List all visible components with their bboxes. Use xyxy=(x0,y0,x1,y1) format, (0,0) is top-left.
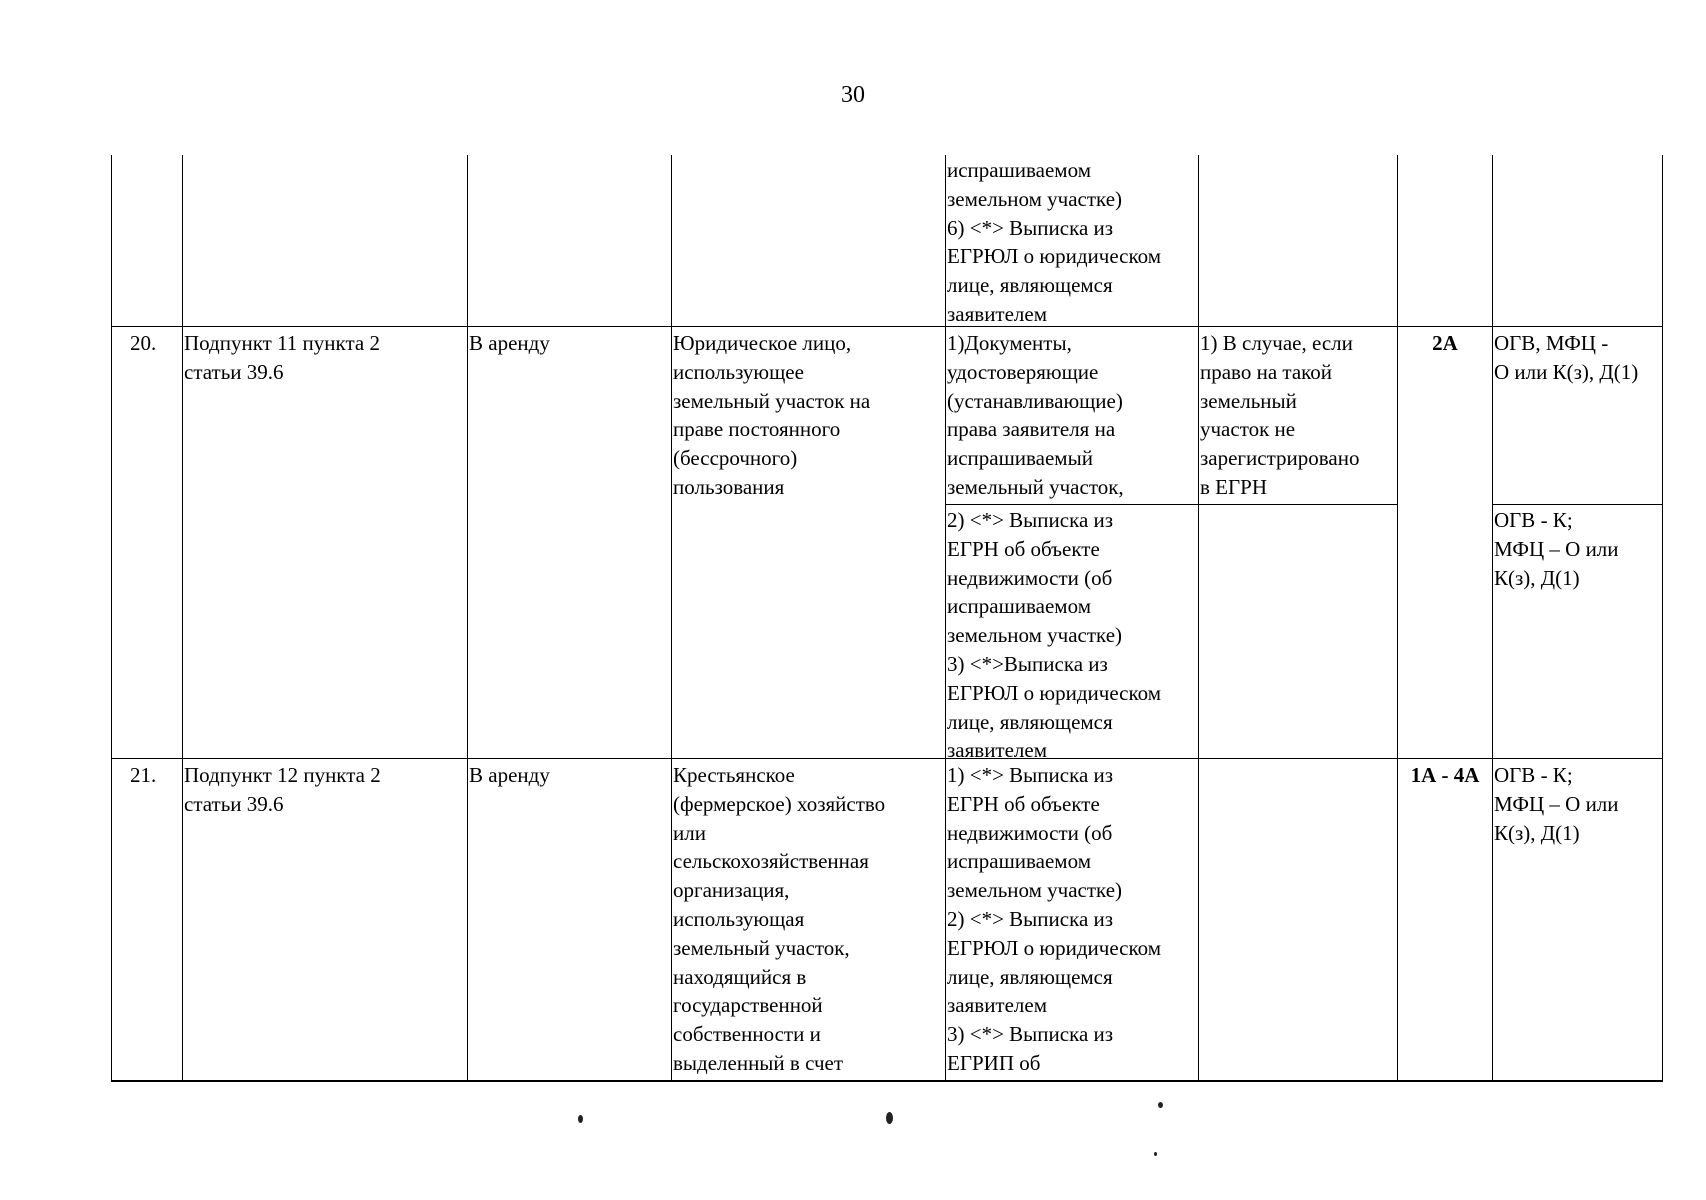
row-separator-21 xyxy=(111,758,1663,759)
table-line-col1 xyxy=(182,155,183,1081)
row-number: 20. xyxy=(130,331,157,355)
table-line-col5 xyxy=(1198,155,1199,1081)
organization: ОГВ - К; МФЦ – О или К(з), Д(1) xyxy=(1494,763,1619,845)
row20-doc-split xyxy=(945,504,1398,505)
documents: 1) <*> Выписка из ЕГРН об объекте недвижимости (об испрашиваемом земельном участке) 2) <*> Выписка из ЕГРЮЛ о юридическом лице, являющемся заявителем 3) <*> Выписка из ЕГРИП об xyxy=(947,763,1162,1075)
documents: 1)Документы, удостоверяющие (устанавливающие) права заявителя на испрашиваемый земельный участок, xyxy=(947,331,1124,499)
table-line-col2 xyxy=(467,155,468,1081)
scan-speck xyxy=(578,1115,583,1123)
continuation-documents: испрашиваемом земельном участке) 6) <*> Выписка из ЕГРЮЛ о юридическом лице, являющемся заявителем xyxy=(947,158,1162,326)
legal-basis: Подпункт 12 пункта 2 статьи 39.6 xyxy=(184,763,381,816)
table-line-col6 xyxy=(1397,155,1398,1081)
condition: 1) В случае, если право на такой земельный участок не зарегистрировано в ЕГРН xyxy=(1200,331,1360,499)
table-line-col4 xyxy=(945,155,946,1081)
scan-speck xyxy=(1154,1152,1157,1156)
table-border-bottom xyxy=(111,1080,1663,1082)
row-number: 21. xyxy=(130,763,157,787)
scan-speck xyxy=(1158,1102,1163,1108)
row20-org-split xyxy=(1492,504,1663,505)
category-code: 2А xyxy=(1432,331,1458,355)
documents: 2) <*> Выписка из ЕГРН об объекте недвижимости (об испрашиваемом земельном участке) 3) <*>Выписка из ЕГРЮЛ о юридическом лице, являющемся заявителем xyxy=(947,508,1162,763)
category-code: 1А - 4А xyxy=(1410,763,1480,787)
table-line-col7 xyxy=(1492,155,1493,1081)
table-line-col3 xyxy=(671,155,672,1081)
organization: ОГВ - К; МФЦ – О или К(з), Д(1) xyxy=(1494,508,1619,590)
table-border-left xyxy=(111,155,112,1081)
transfer-type: В аренду xyxy=(469,763,550,787)
transfer-type: В аренду xyxy=(469,331,550,355)
organization: ОГВ, МФЦ - О или К(з), Д(1) xyxy=(1494,331,1639,384)
applicant: Юридическое лицо, использующее земельный участок на праве постоянного (бессрочного) пользования xyxy=(673,331,871,499)
table-border-right xyxy=(1662,155,1663,1081)
scan-speck xyxy=(886,1112,893,1124)
legal-basis: Подпункт 11 пункта 2 статьи 39.6 xyxy=(184,331,380,384)
row-separator-20 xyxy=(111,326,1663,327)
page-number: 30 xyxy=(841,82,865,108)
applicant: Крестьянское (фермерское) хозяйство или сельскохозяйственная организация, использующая земельный участок, находящийся в государственной собственности и выделенный в счет xyxy=(673,763,886,1075)
